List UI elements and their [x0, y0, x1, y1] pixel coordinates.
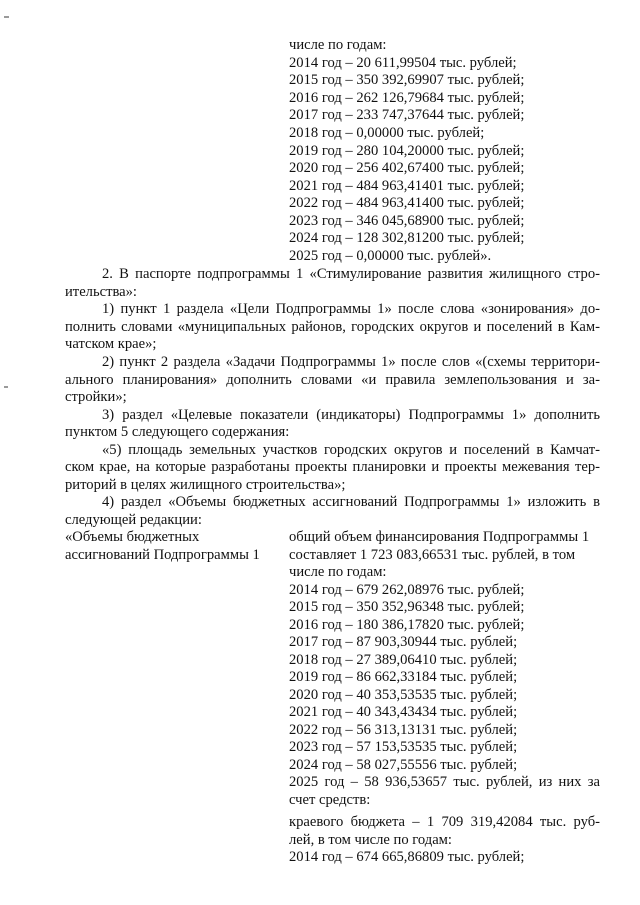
- paragraph-line: 4) раздел «Объемы бюджетных ассигнований Подпрограммы 1» изложить в: [102, 494, 600, 510]
- list-item: 2024 год – 128 302,81200 тыс. рублей;: [289, 230, 525, 246]
- table-year-row: 2023 год – 57 153,53535 тыс. рублей;: [289, 739, 518, 755]
- list-item: 2014 год – 20 611,99504 тыс. рублей;: [289, 55, 517, 71]
- table-left-cell: «Объемы бюджетных: [65, 529, 200, 545]
- paragraph-line: следующей редакции:: [65, 512, 202, 528]
- paragraph-line: 3) раздел «Целевые показатели (индикаторы) Подпрограммы 1» дополнить: [102, 407, 600, 423]
- list-item: 2016 год – 262 126,79684 тыс. рублей;: [289, 90, 525, 106]
- paragraph-line: 2) пункт 2 раздела «Задачи Подпрограммы 1» после слов «(схемы территори-: [102, 354, 600, 370]
- scan-mark: [4, 386, 8, 388]
- list-item: 2021 год – 484 963,41401 тыс. рублей;: [289, 178, 525, 194]
- paragraph-line: стройки»;: [65, 389, 127, 405]
- table-right-line: составляет 1 723 083,66531 тыс. рублей, в том: [289, 547, 576, 563]
- list-item: 2017 год – 233 747,37644 тыс. рублей;: [289, 107, 525, 123]
- table-right-line: лей, в том числе по годам:: [289, 832, 452, 848]
- paragraph-line: ском крае, на которые разработаны проекты планировки и проекты межевания тер-: [65, 459, 600, 475]
- table-right-line: числе по годам:: [289, 564, 387, 580]
- table-left-cell: ассигнований Подпрограммы 1: [65, 547, 260, 563]
- table-right-line: счет средств:: [289, 792, 371, 808]
- list-intro: числе по годам:: [289, 37, 387, 53]
- table-year-row: 2025 год – 58 936,53657 тыс. рублей, из них за: [289, 774, 600, 790]
- table-right-line: общий объем финансирования Подпрограммы 1: [289, 529, 590, 545]
- paragraph-line: ительства»:: [65, 284, 137, 300]
- table-year-row: 2014 год – 679 262,08976 тыс. рублей;: [289, 582, 525, 598]
- list-item: 2018 год – 0,00000 тыс. рублей;: [289, 125, 485, 141]
- list-item: 2020 год – 256 402,67400 тыс. рублей;: [289, 160, 525, 176]
- table-year-row: 2022 год – 56 313,13131 тыс. рублей;: [289, 722, 518, 738]
- paragraph-line: ального планирования» дополнить словами «и правила землепользования и за-: [65, 372, 600, 388]
- table-right-line: краевого бюджета – 1 709 319,42084 тыс. руб-: [289, 814, 600, 830]
- table-year-row: 2015 год – 350 352,96348 тыс. рублей;: [289, 599, 525, 615]
- paragraph-line: 2. В паспорте подпрограммы 1 «Стимулирование развития жилищного стро-: [102, 266, 600, 282]
- table-year-row: 2014 год – 674 665,86809 тыс. рублей;: [289, 849, 525, 865]
- paragraph-line: чатском крае»;: [65, 336, 157, 352]
- list-item: 2025 год – 0,00000 тыс. рублей».: [289, 248, 492, 264]
- list-item: 2019 год – 280 104,20000 тыс. рублей;: [289, 143, 525, 159]
- paragraph-line: «5) площадь земельных участков городских округов и поселений в Камчат-: [102, 442, 600, 458]
- table-year-row: 2018 год – 27 389,06410 тыс. рублей;: [289, 652, 518, 668]
- paragraph-line: полнить словами «муниципальных районов, городских округов и поселений в Кам-: [65, 319, 600, 335]
- table-year-row: 2020 год – 40 353,53535 тыс. рублей;: [289, 687, 518, 703]
- table-year-row: 2017 год – 87 903,30944 тыс. рублей;: [289, 634, 518, 650]
- table-year-row: 2021 год – 40 343,43434 тыс. рублей;: [289, 704, 518, 720]
- paragraph-line: пунктом 5 следующего содержания:: [65, 424, 290, 440]
- list-item: 2015 год – 350 392,69907 тыс. рублей;: [289, 72, 525, 88]
- scan-mark: [4, 16, 9, 18]
- paragraph-line: 1) пункт 1 раздела «Цели Подпрограммы 1» после слова «зонирования» до-: [102, 301, 600, 317]
- table-year-row: 2024 год – 58 027,55556 тыс. рублей;: [289, 757, 518, 773]
- table-year-row: 2019 год – 86 662,33184 тыс. рублей;: [289, 669, 518, 685]
- list-item: 2022 год – 484 963,41400 тыс. рублей;: [289, 195, 525, 211]
- list-item: 2023 год – 346 045,68900 тыс. рублей;: [289, 213, 525, 229]
- paragraph-line: риторий в целях жилищного строительства»;: [65, 477, 346, 493]
- table-year-row: 2016 год – 180 386,17820 тыс. рублей;: [289, 617, 525, 633]
